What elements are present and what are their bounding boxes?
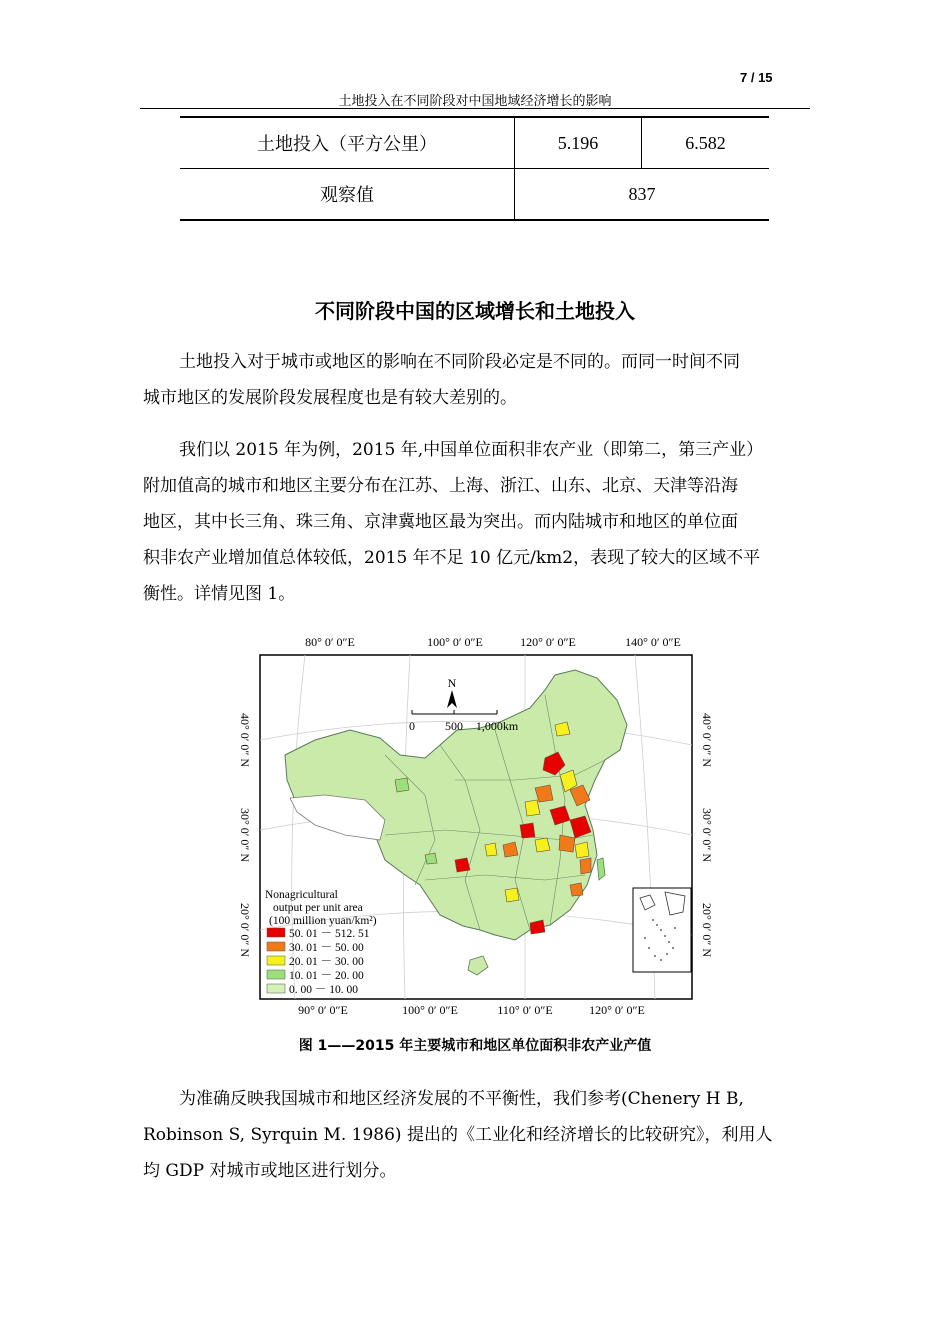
- china-map: [225, 630, 725, 1020]
- paragraph-3: [143, 1081, 809, 1189]
- paragraph-2: [143, 432, 809, 612]
- text-line: 均 GDP 对城市或地区进行划分。: [143, 1161, 397, 1181]
- text-line: 城市地区的发展阶段发展程度也是有较大差别的。: [143, 388, 517, 408]
- table-cell-label: 观察值: [180, 169, 515, 221]
- south-china-sea-inset: [633, 888, 691, 972]
- bottom-axis-label: 110° 0′ 0″E: [497, 1003, 553, 1017]
- legend-swatch: [267, 928, 285, 937]
- bottom-axis-label: 90° 0′ 0″E: [298, 1003, 348, 1017]
- legend-label: 10. 01 － 20. 00: [289, 970, 364, 982]
- right-axis-label: 20° 0′ 0″ N: [700, 902, 714, 958]
- scale-end: 1,000km: [475, 719, 519, 733]
- table-row: [180, 169, 769, 221]
- legend-title-line: output per unit area: [273, 902, 363, 914]
- left-axis-label: 20° 0′ 0″ N: [238, 902, 252, 958]
- text-line: 土地投入对于城市或地区的影响在不同阶段必定是不同的。而同一时间不同: [179, 352, 740, 372]
- bottom-axis-label: 120° 0′ 0″E: [589, 1003, 645, 1017]
- right-axis-label: 30° 0′ 0″ N: [700, 807, 714, 863]
- figure-map: [225, 630, 725, 1020]
- text-line: 我们以 2015 年为例，2015 年,中国单位面积非农产业（即第二，第三产业）: [179, 440, 764, 460]
- text-line: 地区，其中长三角、珠三角、京津冀地区最为突出。而内陆城市和地区的单位面: [143, 512, 738, 532]
- top-axis-label: 80° 0′ 0″E: [305, 635, 355, 649]
- data-table: [180, 116, 769, 221]
- legend-swatch: [267, 970, 285, 979]
- top-axis-label: 100° 0′ 0″E: [427, 635, 483, 649]
- text-line: 积非农产业增加值总体较低，2015 年不足 10 亿元/km2，表现了较大的区域不平: [143, 548, 761, 568]
- table-row: [180, 117, 769, 169]
- section-title: 不同阶段中国的区域增长和土地投入: [315, 299, 635, 323]
- paragraph-1: [143, 344, 809, 416]
- legend-label: 50. 01 － 512. 51: [289, 928, 370, 940]
- table-cell-value: 6.582: [642, 117, 770, 169]
- text-line: 衡性。详情见图 1。: [143, 584, 296, 604]
- top-axis-label: 120° 0′ 0″E: [520, 635, 576, 649]
- text-line: 为准确反映我国城市和地区经济发展的不平衡性，我们参考(Chenery H B,: [179, 1089, 744, 1109]
- scale-zero: 0: [409, 719, 415, 733]
- legend-swatch: [267, 984, 285, 993]
- table-cell-value: 837: [515, 169, 770, 221]
- running-header: 土地投入在不同阶段对中国地域经济增长的影响: [338, 94, 612, 109]
- legend-label: 0. 00 － 10. 00: [289, 984, 358, 996]
- right-axis-label: 40° 0′ 0″ N: [700, 712, 714, 768]
- top-axis-label: 140° 0′ 0″E: [625, 635, 681, 649]
- text-line: 附加值高的城市和地区主要分布在江苏、上海、浙江、山东、北京、天津等沿海: [143, 476, 738, 496]
- page-number: 7 / 15: [740, 70, 773, 85]
- legend-title-line: (100 million yuan/km²): [269, 915, 377, 927]
- table-cell-value: 5.196: [515, 117, 642, 169]
- legend-swatch: [267, 956, 285, 965]
- bottom-axis-label: 100° 0′ 0″E: [402, 1003, 458, 1017]
- legend-label: 20. 01 － 30. 00: [289, 956, 364, 968]
- left-axis-label: 30° 0′ 0″ N: [238, 807, 252, 863]
- left-axis-label: 40° 0′ 0″ N: [238, 712, 252, 768]
- north-label: N: [447, 676, 457, 690]
- scale-mid: 500: [445, 719, 463, 733]
- legend-swatch: [267, 942, 285, 951]
- text-line: Robinson S, Syrquin M. 1986) 提出的《工业化和经济增长的比较研究》，利用人: [143, 1125, 773, 1145]
- legend-title-line: Nonagricultural: [265, 889, 338, 901]
- table-cell-label: 土地投入（平方公里）: [180, 117, 515, 169]
- header-rule: [140, 108, 810, 109]
- legend-label: 30. 01 － 50. 00: [289, 942, 364, 954]
- figure-caption: 图 1——2015 年主要城市和地区单位面积非农产业产值: [298, 1038, 652, 1054]
